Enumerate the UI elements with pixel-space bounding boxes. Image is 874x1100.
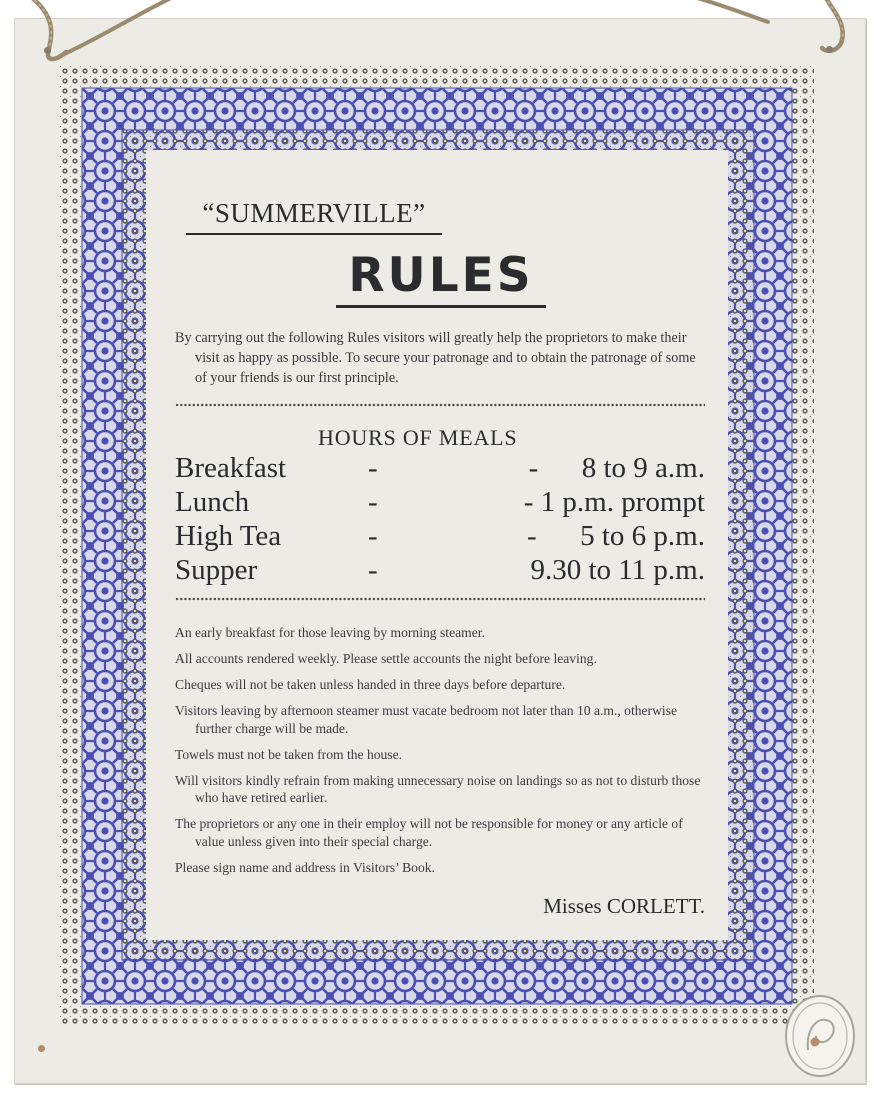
meal-row-lunch	[175, 486, 705, 520]
hang-hole-left	[44, 47, 51, 54]
meal-dash: -	[368, 554, 378, 586]
rule-item: Cheques will not be taken unless handed in three days before departure.	[175, 677, 566, 692]
rule-item: The proprietors or any one in their employ will not be responsible for money or any article of value unless given into their special charge.	[175, 816, 683, 849]
intro-paragraph	[175, 328, 707, 388]
meal-dash: -	[368, 452, 378, 484]
meal-name: Breakfast	[175, 452, 287, 484]
meals-heading: HOURS OF MEALS	[318, 425, 518, 450]
signature: Misses CORLETT.	[543, 894, 705, 918]
hanging-twine-icon	[0, 0, 874, 70]
title-underline	[186, 233, 442, 235]
rule-item: Visitors leaving by afternoon steamer must vacate bedroom not later than 10 a.m., otherwise further charge will be made.	[175, 703, 678, 736]
rule-item: Will visitors kindly refrain from making unnecessary noise on landings so as not to disturb those who have retired earlier.	[175, 772, 701, 805]
meal-row-supper	[175, 554, 705, 588]
meal-dash: -	[368, 520, 378, 552]
hang-hole-right	[826, 46, 833, 53]
rules-heading: RULES	[348, 248, 534, 303]
rule-item: Towels must not be taken from the house.	[175, 746, 403, 762]
meal-time: 9.30 to 11 p.m.	[530, 554, 705, 586]
house-name: “SUMMERVILLE”	[202, 198, 426, 228]
rule-item: All accounts rendered weekly. Please settle accounts the night before leaving.	[175, 651, 597, 666]
meal-time: - 1 p.m. prompt	[523, 486, 705, 518]
meal-time: - 8 to 9 a.m.	[528, 452, 705, 484]
meal-name: Supper	[175, 554, 258, 586]
pin-hole	[38, 1045, 45, 1052]
rules-heading-block	[336, 248, 546, 308]
intro-text: By carrying out the following Rules visitors will greatly help the proprietors to make their visit as happy as possible. To secure your patronage and to obtain the patronage of some of your friends is our first principle.	[175, 330, 696, 386]
meal-name: Lunch	[175, 486, 250, 518]
house-title-block	[186, 198, 442, 235]
dotted-divider-bottom	[175, 596, 705, 606]
meal-name: High Tea	[175, 520, 282, 552]
meal-row-high-tea	[175, 520, 705, 554]
meal-row-breakfast	[175, 452, 705, 486]
house-rules-list	[175, 624, 710, 885]
meal-dash: -	[368, 486, 378, 518]
meal-time: - 5 to 6 p.m.	[526, 520, 705, 552]
meal-hours-table	[175, 452, 705, 588]
rule-item: Please sign name and address in Visitors’ Book.	[175, 859, 435, 875]
dotted-divider-top	[175, 402, 705, 412]
ownership-stamp-icon	[780, 990, 862, 1082]
rule-item: An early breakfast for those leaving by morning steamer.	[175, 625, 485, 640]
heading-underline	[336, 305, 546, 308]
notice-content	[150, 150, 730, 950]
